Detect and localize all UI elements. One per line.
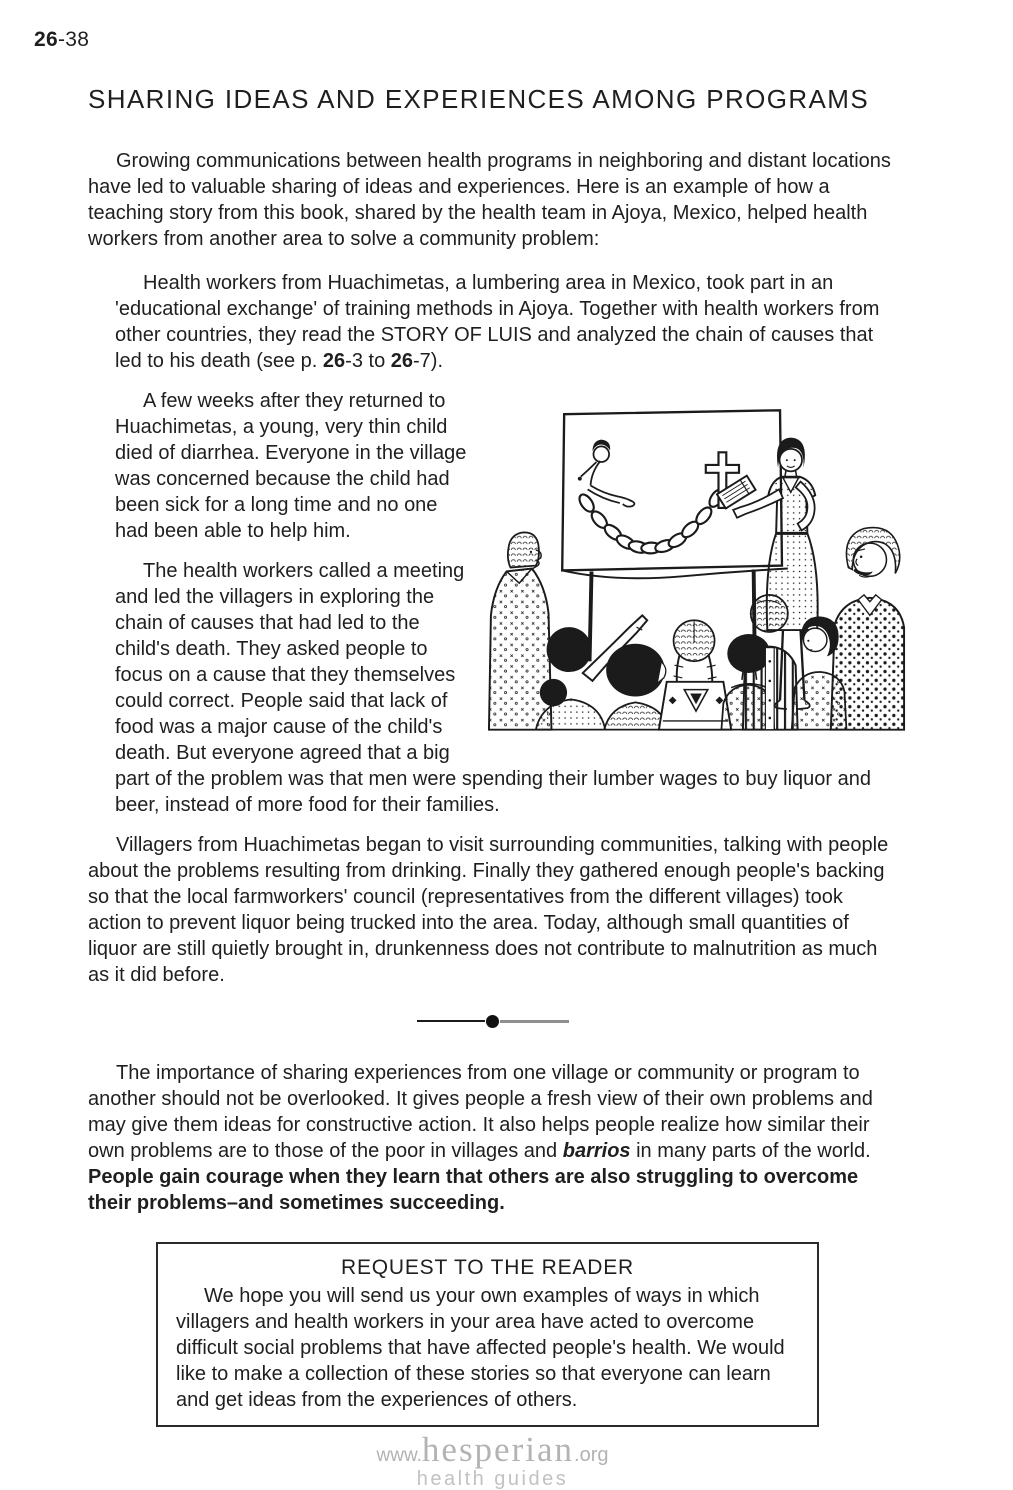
watermark-www: www. <box>376 1445 422 1466</box>
village-meeting-illustration <box>487 404 907 734</box>
watermark-org: .org <box>574 1444 609 1466</box>
request-to-reader-box <box>156 1242 819 1427</box>
intro-paragraph: Growing communications between health programs in neighboring and distant locations have led to valuable sharing of ideas and experiences. Here is an example of how a teaching story from this book, shared by the health team in Ajoya, Mexico, helped health workers from another area to solve a community problem: <box>88 150 891 250</box>
page-number-rest: -38 <box>57 28 90 51</box>
section-divider <box>417 1014 569 1028</box>
watermark-tagline: health guides <box>416 1468 569 1490</box>
divider-dot-icon <box>486 1015 499 1028</box>
exchange-paragraph: Health workers from Huachimetas, a lumbering area in Mexico, took part in an 'educational exchange' of training methods in Ajoya. Together with health workers from other countries, they read the STORY OF LUIS and analyzed the chain of causes that led to his death (see p. 26-3 to 26-7). <box>115 272 880 372</box>
watermark-name: hesperian <box>421 1430 575 1469</box>
importance-paragraph: The importance of sharing experiences from one village or community or program to another should not be overlooked. It gives people a fresh view of their own problems and may give them ideas for constructive action. It also helps people realize how similar their own problems are to those of the poor in villages and barrios in many parts of the world. People gain courage when they learn that others are also struggling to overcome their problems–and sometimes succeeding. <box>88 1062 873 1214</box>
divider-line-right <box>500 1020 569 1023</box>
weeks-paragraph: A few weeks after they returned to Huachimetas, a young, very thin child died of diarrhea. Everyone in the village was concerned because the child had been sick for a long time and no one had been able to help him. <box>115 390 467 542</box>
request-box-body: We hope you will send us your own examples of ways in which villagers and health workers in your area have acted to overcome difficult social problems that have affected people's health. We would like to make a collection of these stories so that everyone can learn and get ideas from the experiences of others. <box>176 1285 785 1411</box>
page-number-chapter: 26 <box>34 28 58 51</box>
watermark-url <box>88 1432 897 1467</box>
hesperian-watermark <box>88 1432 897 1489</box>
village-meeting-drawing <box>487 404 907 734</box>
divider-line-left <box>417 1020 486 1022</box>
story-block <box>115 270 897 818</box>
request-box-heading: REQUEST TO THE READER <box>341 1256 634 1279</box>
villagers-paragraph: Villagers from Huachimetas began to visit surrounding communities, talking with people about the problems resulting from drinking. Finally they gathered enough people's backing so that the local farmworkers' council (representatives from the different villages) took action to prevent liquor being trucked into the area. Today, although small quantities of liquor are still quietly brought in, drunkenness does not contribute to malnutrition as much as it did before. <box>88 834 889 986</box>
page-number <box>34 28 89 52</box>
page-title: SHARING IDEAS AND EXPERIENCES AMONG PROGRAMS <box>88 84 870 114</box>
meeting-paragraph: The health workers called a meeting and led the villagers in exploring the chain of causes that had led to the child's death. They asked people to focus on a cause that they themselves could correct. People said that lack of food was a major cause of the child's death. But everyone agreed that a big part of the problem was that men were spending their lumber wages to buy liquor and beer, instead of more food for their families. <box>115 560 871 816</box>
